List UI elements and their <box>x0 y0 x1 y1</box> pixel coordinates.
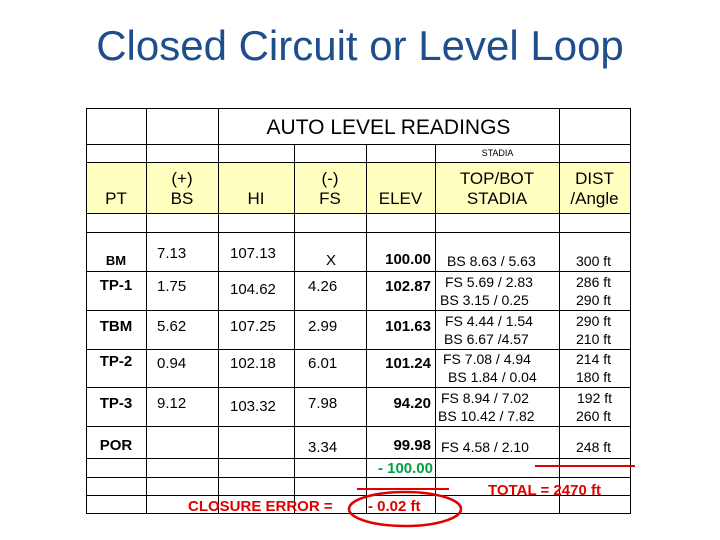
row-bm-bs: 7.13 <box>157 245 187 262</box>
header-bs: BS <box>170 189 194 208</box>
rule <box>86 426 631 427</box>
closure-error-label: CLOSURE ERROR = <box>188 498 333 515</box>
row-tp3-stadia-2: BS 10.42 / 7.82 <box>438 408 535 424</box>
rule <box>86 108 631 109</box>
rule <box>86 349 631 350</box>
row-tp2-dist-2: 180 ft <box>576 369 612 385</box>
row-tp1-fs: 4.26 <box>308 278 338 295</box>
row-tp3-dist-2: 260 ft <box>576 408 612 424</box>
total-underline <box>535 465 635 467</box>
row-tp2-fs: 6.01 <box>308 355 338 372</box>
rule <box>86 232 631 233</box>
row-por-stadia-1: FS 4.58 / 2.10 <box>441 439 529 455</box>
closure-circle <box>344 489 468 531</box>
rule <box>86 162 631 163</box>
row-tp1-hi: 104.62 <box>230 281 276 298</box>
row-por-elev: 99.98 <box>393 437 431 454</box>
row-tp3-hi: 103.32 <box>230 398 276 415</box>
row-por-pt: POR <box>99 437 133 454</box>
row-tp2-dist-1: 214 ft <box>576 351 612 367</box>
row-tbm-dist-1: 290 ft <box>576 313 612 329</box>
closure-ellipse <box>349 492 461 526</box>
header-bs-sign: (+) <box>171 169 193 188</box>
row-tp1-dist-2: 290 ft <box>576 292 612 308</box>
row-tbm-dist-2: 210 ft <box>576 331 612 347</box>
header-stadia: STADIA <box>466 189 528 208</box>
row-tp2-bs: 0.94 <box>157 355 187 372</box>
row-bm-elev: 100.00 <box>385 251 431 268</box>
header-stadia-top: TOP/BOT <box>459 169 535 188</box>
closure-error-value: - 0.02 ft <box>368 498 421 515</box>
row-tp3-fs: 7.98 <box>308 395 338 412</box>
row-tp2-stadia-1: FS 7.08 / 4.94 <box>443 351 531 367</box>
rule <box>86 310 631 311</box>
row-bm-hi: 107.13 <box>230 245 276 262</box>
row-bm-fs: X <box>326 252 337 269</box>
row-tp2-elev: 101.24 <box>385 355 431 372</box>
header-elev: ELEV <box>378 189 423 208</box>
header-dist: /Angle <box>570 189 619 208</box>
row-tp3-elev: 94.20 <box>393 395 431 412</box>
row-tbm-bs: 5.62 <box>157 318 187 335</box>
header-dist-top: DIST <box>575 169 614 188</box>
row-tp3-dist-1: 192 ft <box>577 390 613 406</box>
header-fs-sign: (-) <box>321 169 339 188</box>
row-tp3-stadia-1: FS 8.94 / 7.02 <box>441 390 529 406</box>
row-tp1-bs: 1.75 <box>157 278 187 295</box>
rule <box>86 271 631 272</box>
row-tbm-fs: 2.99 <box>308 318 338 335</box>
rule <box>86 477 631 478</box>
row-tbm-stadia-1: FS 4.44 / 1.54 <box>445 313 533 329</box>
row-tp1-stadia-2: BS 3.15 / 0.25 <box>440 292 529 308</box>
row-bm-pt: BM <box>105 253 127 268</box>
row-tbm-elev: 101.63 <box>385 318 431 335</box>
row-tp1-pt: TP-1 <box>99 277 133 294</box>
rule <box>86 387 631 388</box>
row-tp3-bs: 9.12 <box>157 395 187 412</box>
row-por-fs: 3.34 <box>308 439 338 456</box>
row-tp3-pt: TP-3 <box>99 395 133 412</box>
row-tp2-stadia-2: BS 1.84 / 0.04 <box>448 369 537 385</box>
rule <box>630 108 631 514</box>
header-hi: HI <box>247 189 265 208</box>
row-tbm-hi: 107.25 <box>230 318 276 335</box>
row-por-dist-1: 248 ft <box>576 439 612 455</box>
subtract-value: - 100.00 <box>377 460 433 477</box>
slide-title: Closed Circuit or Level Loop <box>96 22 624 69</box>
row-tp1-dist-1: 286 ft <box>576 274 612 290</box>
rule <box>86 458 631 459</box>
total-distance: TOTAL = 2470 ft <box>488 482 601 499</box>
row-tbm-pt: TBM <box>99 318 133 335</box>
row-tp1-elev: 102.87 <box>385 278 431 295</box>
rule <box>86 213 631 214</box>
header-pt: PT <box>105 189 127 208</box>
row-tp2-pt: TP-2 <box>99 353 133 370</box>
row-tp2-hi: 102.18 <box>230 355 276 372</box>
header-fs: FS <box>319 189 341 208</box>
rule <box>218 108 219 514</box>
stadia-note: STADIA <box>481 148 514 158</box>
row-tbm-stadia-2: BS 6.67 /4.57 <box>444 331 529 347</box>
table-caption: AUTO LEVEL READINGS <box>266 116 511 139</box>
row-tp1-stadia-1: FS 5.69 / 2.83 <box>445 274 533 290</box>
row-bm-dist-1: 300 ft <box>576 253 612 269</box>
row-bm-stadia-1: BS 8.63 / 5.63 <box>447 253 536 269</box>
rule <box>86 144 631 145</box>
